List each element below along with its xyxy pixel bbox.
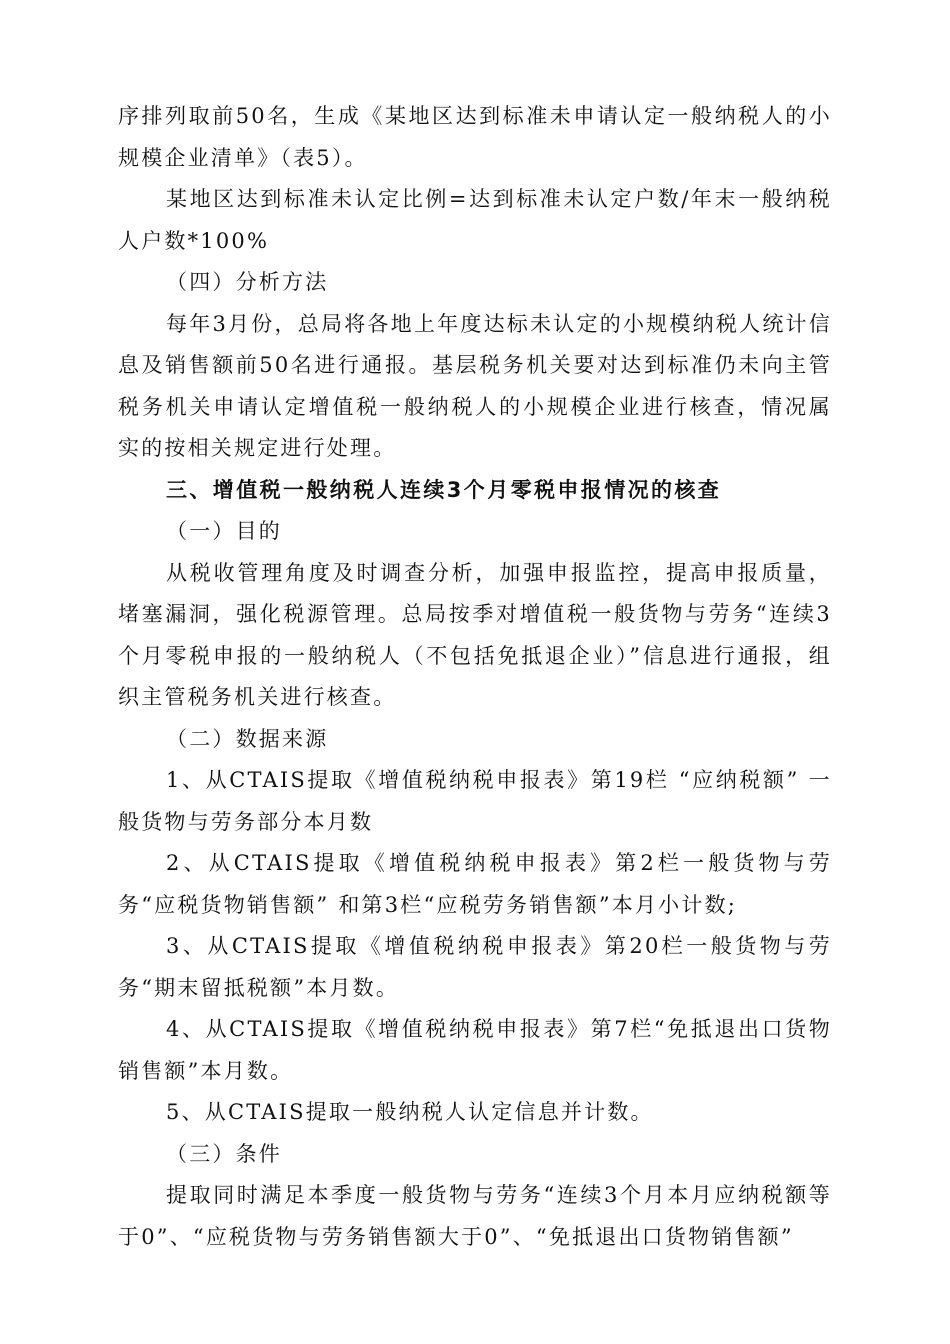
subheading-analysis-method: （四）分析方法 [166,270,329,294]
paragraph-source-1: 1、从CTAIS提取《增值税纳税申报表》第19栏 “应纳税额” 一般货物与劳务部分本月数 [118,768,832,834]
paragraph-source-5: 5、从CTAIS提取一般纳税人认定信息并计数。 [166,1100,654,1124]
paragraph-ratio-formula: 某地区达到标准未认定比例=达到标准未认定户数/年末一般纳税人户数*100% [118,187,832,253]
paragraph-annual-report: 每年3月份，总局将各地上年度达标未认定的小规模纳税人统计信息及销售额前50名进行通报。基层税务机关要对达到标准仍未向主管税务机关申请认定增值税一般纳税人的小规模企业进行核查，情况属实的按相关规定进行处理。 [118,311,832,460]
subheading-purpose: （一）目的 [166,519,282,543]
subheading-conditions: （三）条件 [166,1141,282,1166]
paragraph-conditions: 提取同时满足本季度一般货物与劳务“连续3个月本月应纳税额等于0”、“应税货物与劳务销售额大于0”、“免抵退出口货物销售额” [118,1183,832,1249]
paragraph-source-4: 4、从CTAIS提取《增值税纳税申报表》第7栏“免抵退出口货物销售额”本月数。 [118,1017,832,1083]
paragraph-purpose: 从税收管理角度及时调查分析，加强申报监控，提高申报质量，堵塞漏洞，强化税源管理。总局按季对增值税一般货物与劳务“连续3个月零税申报的一般纳税人（不包括免抵退企业）”信息进行通报，组织主管税务机关进行核查。 [118,560,832,709]
paragraph-source-2: 2、从CTAIS提取《增值税纳税申报表》第2栏一般货物与劳务“应税货物销售额” 和第3栏“应税劳务销售额”本月小计数; [118,851,832,917]
section-heading-zero-tax-check: 三、增值税一般纳税人连续3个月零税申报情况的核查 [166,477,722,502]
paragraph-list-ranking: 序排列取前50名，生成《某地区达到标准未申请认定一般纳税人的小规模企业清单》（表5）。 [118,104,832,170]
paragraph-source-3: 3、从CTAIS提取《增值税纳税申报表》第20栏一般货物与劳务“期末留抵税额”本月数。 [118,934,832,1000]
subheading-data-source: （二）数据来源 [166,726,329,751]
document-page [118,96,832,1258]
